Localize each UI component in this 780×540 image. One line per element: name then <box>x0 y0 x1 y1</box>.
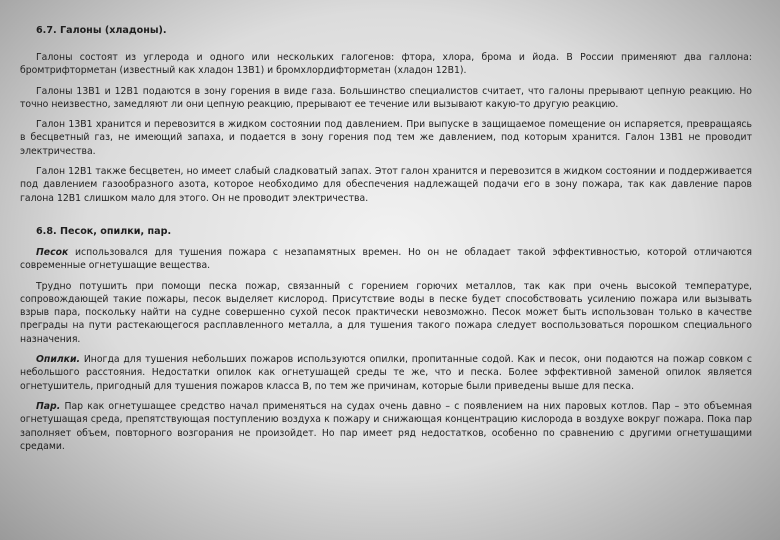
paragraph-halon-12b1: Галон 12В1 также бесцветен, но имеет слабый сладковатый запах. Этот галон хранится и перевозится в жидком состоянии и поддерживается под давлением газообразного азота, которое необходимо для обеспечения надлежащей подачи его в зону пожара, так как давление паров галона 12В1 слишком мало для этого. Он не проводит электричества. <box>20 166 752 204</box>
paragraph-steam <box>20 400 752 453</box>
paragraph-sand-metals: Трудно потушить при помощи песка пожар, связанный с горением горючих металлов, так как при очень высокой температуре, сопровождающей такие пожары, песок выделяет кислород. Присутствие воды в песке будет способствовать усилению пожара или вызывать взрыв пара, поскольку найти на судне совершенно сухой песок практически невозможно. Песок может быть использован только в качестве преграды на пути растекающегося расплавленного металла, а для тушения такого пожара следует воспользоваться порошком специального назначения. <box>20 280 752 345</box>
paragraph-sawdust <box>20 353 752 393</box>
term-steam: Пар. <box>36 400 61 412</box>
paragraph-sawdust-text: Иногда для тушения небольших пожаров используются опилки, пропитанные содой. Как и песок, они подаются на пожар совком с небольшого расстояния. Недостатки опилок как огнетушащей среды те же, что и песка. Более эффективной заменой опилок является огнетушитель, пригодный для тушения пожаров класса В, по тем же причинам, которые были приведены выше для песка. <box>20 354 752 392</box>
term-sand: Песок <box>36 246 69 258</box>
paragraph-halons-reaction: Галоны 13В1 и 12В1 подаются в зону горения в виде газа. Большинство специалистов считает, что галоны прерывают цепную реакцию. Но точно неизвестно, замедляют ли они цепную реакцию, прерывают ее течение или вызывают какую-то другую реакцию. <box>20 85 752 110</box>
paragraph-halon-13b1: Галон 13В1 хранится и перевозится в жидком состоянии под давлением. При выпуске в защищаемое помещение он испаряется, превращаясь в бесцветный газ, не имеющий запаха, и подается в зону горения под тем же давлением, под которым хранится. Галон 13В1 не проводит электричества. <box>20 119 752 157</box>
section-heading-halons: 6.7. Галоны (хладоны). <box>36 25 167 36</box>
paragraph-steam-text: Пар как огнетушащее средство начал применяться на судах очень давно – с появлением на них паровых котлов. Пар – это объемная огнетушащая среда, препятствующая поступлению воздуха к пожару и снижающая концентрацию кислорода в воздухе вокруг пожара. Пока пар заполняет объем, повторного возгорания не произойдет. Но пар имеет ряд недостатков, особенно по сравнению с другими огнетушащими средами. <box>20 400 752 452</box>
term-sawdust: Опилки. <box>36 354 81 366</box>
paragraph-sand-intro-text: использовался для тушения пожара с незапамятных времен. Но он не обладает такой эффективностью, которой отличаются современные огнетушащие вещества. <box>20 246 752 272</box>
paragraph-halons-intro: Галоны состоят из углерода и одного или нескольких галогенов: фтора, хлора, брома и йода. В России применяют два галлона: бромтрифторметан (известный как хладон 13В1) и бромхлордифторметан (хладон 12В1). <box>20 52 752 77</box>
document-page <box>20 10 752 460</box>
section-heading-sand: 6.8. Песок, опилки, пар. <box>36 225 172 237</box>
paragraph-sand-intro <box>20 246 752 273</box>
